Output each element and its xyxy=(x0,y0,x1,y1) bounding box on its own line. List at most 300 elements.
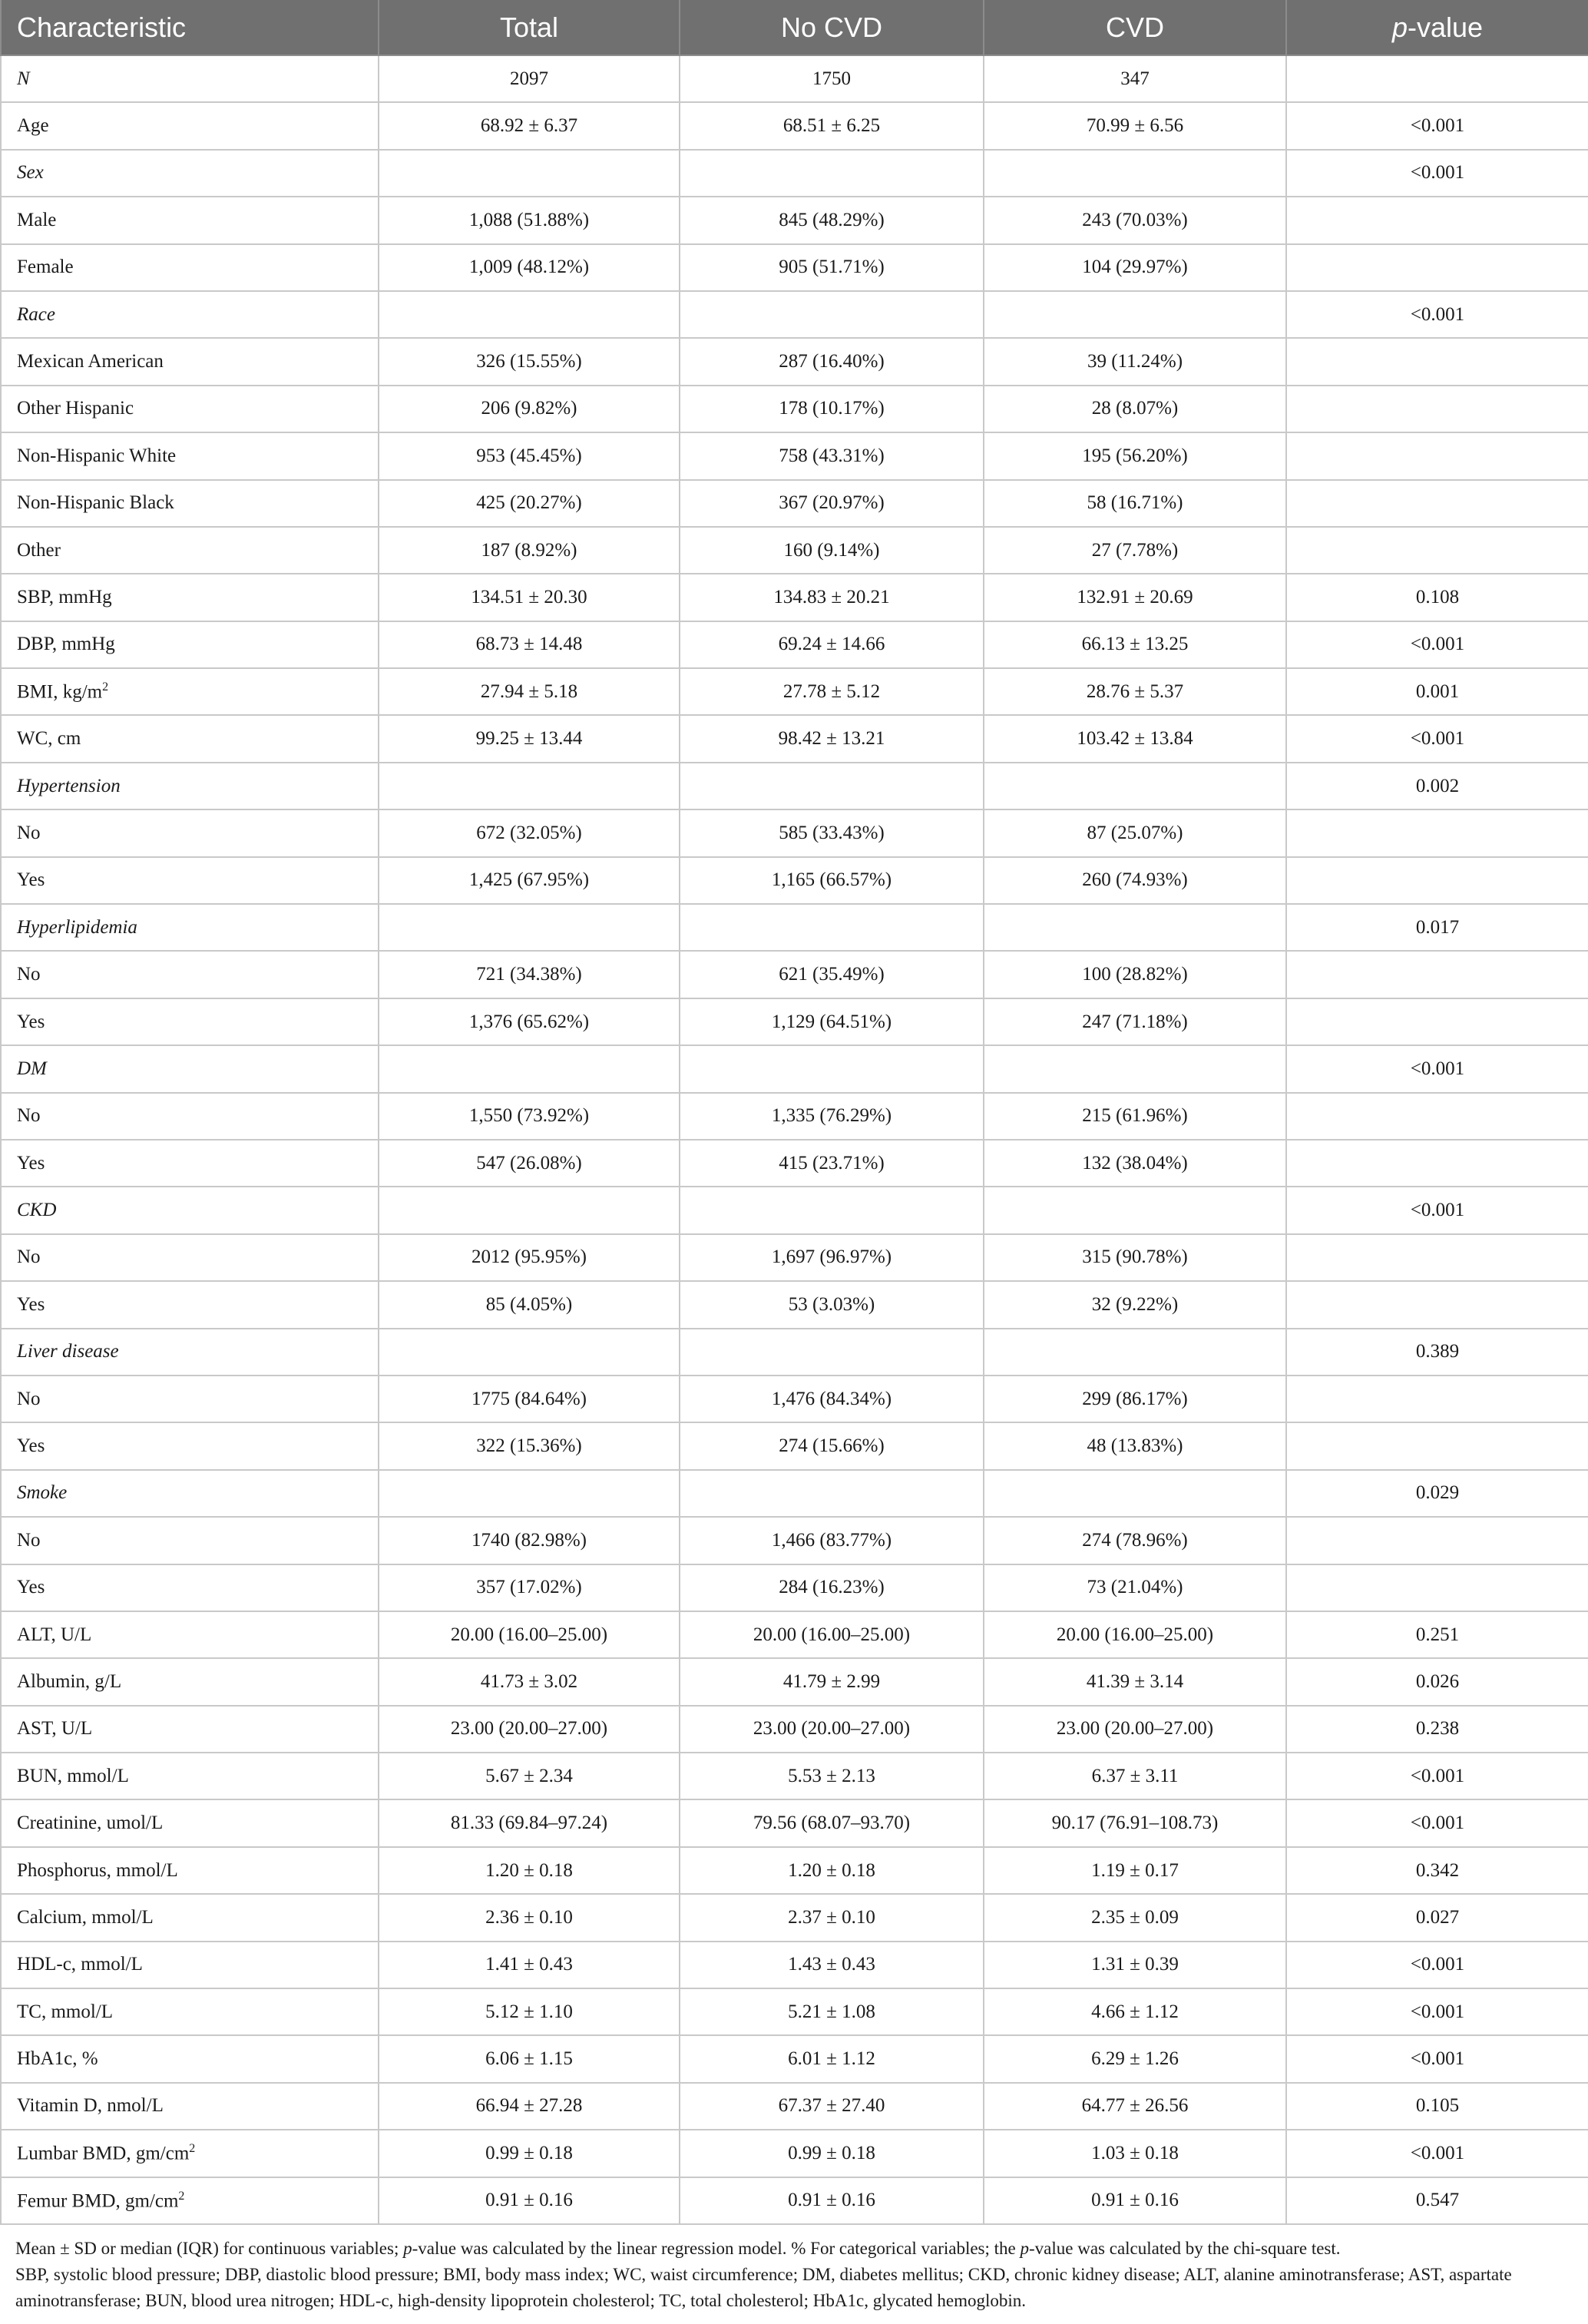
table-row xyxy=(1,1753,1588,1799)
cell-no-cvd: 41.79 ± 2.99 xyxy=(680,1658,984,1705)
cell-cvd: 132 (38.04%) xyxy=(984,1140,1286,1187)
row-label xyxy=(1,55,379,102)
cell-cvd xyxy=(984,150,1286,197)
cell-no-cvd: 79.56 (68.07–93.70) xyxy=(680,1799,984,1846)
cell-cvd: 6.37 ± 3.11 xyxy=(984,1753,1286,1799)
header-cvd: CVD xyxy=(984,0,1286,55)
cell-cvd: 41.39 ± 3.14 xyxy=(984,1658,1286,1705)
table-row xyxy=(1,2130,1588,2177)
table-row xyxy=(1,1942,1588,1988)
row-label-text: Liver disease xyxy=(17,1341,119,1362)
table-row xyxy=(1,621,1588,668)
cell-no-cvd: 67.37 ± 27.40 xyxy=(680,2083,984,2130)
row-label xyxy=(1,1564,379,1611)
row-label-superscript: 2 xyxy=(178,2189,185,2203)
row-label xyxy=(1,1517,379,1564)
cell-cvd: 215 (61.96%) xyxy=(984,1093,1286,1140)
cell-total: 68.92 ± 6.37 xyxy=(379,102,680,149)
cell-p-value: <0.001 xyxy=(1286,1988,1588,2035)
header-no-cvd: No CVD xyxy=(680,0,984,55)
cell-total: 134.51 ± 20.30 xyxy=(379,574,680,621)
cell-p-value: <0.001 xyxy=(1286,1045,1588,1092)
footnote-text: Mean ± SD or median (IQR) for continuous variables; xyxy=(15,2238,404,2258)
cell-cvd: 23.00 (20.00–27.00) xyxy=(984,1706,1286,1753)
cell-total: 0.99 ± 0.18 xyxy=(379,2130,680,2177)
cell-cvd: 39 (11.24%) xyxy=(984,338,1286,385)
table-body xyxy=(1,55,1588,2224)
table-row xyxy=(1,809,1588,856)
cell-cvd: 315 (90.78%) xyxy=(984,1234,1286,1281)
cell-total: 6.06 ± 1.15 xyxy=(379,2035,680,2082)
cell-cvd: 195 (56.20%) xyxy=(984,432,1286,479)
cell-total: 357 (17.02%) xyxy=(379,1564,680,1611)
row-label xyxy=(1,338,379,385)
row-label xyxy=(1,857,379,904)
row-label xyxy=(1,1988,379,2035)
row-label xyxy=(1,480,379,527)
cell-cvd: 347 xyxy=(984,55,1286,102)
cell-cvd: 299 (86.17%) xyxy=(984,1376,1286,1422)
table-row xyxy=(1,951,1588,998)
cell-no-cvd xyxy=(680,1187,984,1233)
row-label xyxy=(1,1187,379,1233)
cell-cvd: 260 (74.93%) xyxy=(984,857,1286,904)
row-label-text: Lumbar BMD, gm/cm xyxy=(17,2143,190,2164)
row-label xyxy=(1,102,379,149)
cell-p-value xyxy=(1286,527,1588,574)
cell-total xyxy=(379,1329,680,1376)
row-label xyxy=(1,386,379,432)
cell-p-value xyxy=(1286,432,1588,479)
cell-cvd xyxy=(984,1470,1286,1517)
cell-cvd: 70.99 ± 6.56 xyxy=(984,102,1286,149)
cell-no-cvd: 98.42 ± 13.21 xyxy=(680,715,984,762)
row-label-text: Yes xyxy=(17,1435,45,1457)
cell-p-value xyxy=(1286,197,1588,243)
cell-no-cvd: 1750 xyxy=(680,55,984,102)
footnote-p-italic: p xyxy=(403,2238,412,2258)
cell-p-value: <0.001 xyxy=(1286,1753,1588,1799)
cell-total: 20.00 (16.00–25.00) xyxy=(379,1611,680,1658)
cell-p-value xyxy=(1286,244,1588,291)
row-label xyxy=(1,904,379,951)
cell-no-cvd: 1.20 ± 0.18 xyxy=(680,1847,984,1894)
cell-total: 1,009 (48.12%) xyxy=(379,244,680,291)
cell-p-value: 0.547 xyxy=(1286,2177,1588,2224)
cell-p-value: 0.105 xyxy=(1286,2083,1588,2130)
row-label xyxy=(1,1706,379,1753)
cell-total: 68.73 ± 14.48 xyxy=(379,621,680,668)
cell-total: 206 (9.82%) xyxy=(379,386,680,432)
cell-no-cvd: 6.01 ± 1.12 xyxy=(680,2035,984,2082)
row-label-text: No xyxy=(17,1388,41,1409)
cell-total: 2.36 ± 0.10 xyxy=(379,1894,680,1941)
cell-cvd: 66.13 ± 13.25 xyxy=(984,621,1286,668)
table-row xyxy=(1,1706,1588,1753)
header-p-rest: -value xyxy=(1407,11,1484,43)
cell-no-cvd: 1,476 (84.34%) xyxy=(680,1376,984,1422)
row-label-text: Non-Hispanic Black xyxy=(17,492,174,514)
table-row xyxy=(1,2035,1588,2082)
cell-p-value xyxy=(1286,55,1588,102)
row-label xyxy=(1,2083,379,2130)
cell-p-value xyxy=(1286,386,1588,432)
table-row xyxy=(1,904,1588,951)
cell-p-value: 0.027 xyxy=(1286,1894,1588,1941)
table-row xyxy=(1,1847,1588,1894)
cell-cvd: 0.91 ± 0.16 xyxy=(984,2177,1286,2224)
cell-cvd: 90.17 (76.91–108.73) xyxy=(984,1799,1286,1846)
cell-no-cvd: 53 (3.03%) xyxy=(680,1281,984,1328)
row-label-text: BMI, kg/m xyxy=(17,681,103,703)
table-row xyxy=(1,432,1588,479)
row-label-text: HDL-c, mmol/L xyxy=(17,1954,143,1975)
row-label-text: Male xyxy=(17,209,57,230)
row-label-text: Hyperlipidemia xyxy=(17,916,137,938)
row-label xyxy=(1,1658,379,1705)
cell-cvd: 58 (16.71%) xyxy=(984,480,1286,527)
cell-no-cvd: 27.78 ± 5.12 xyxy=(680,668,984,715)
row-label xyxy=(1,1894,379,1941)
cell-total: 85 (4.05%) xyxy=(379,1281,680,1328)
cell-p-value: <0.001 xyxy=(1286,150,1588,197)
row-label xyxy=(1,951,379,998)
table-row xyxy=(1,1187,1588,1233)
cell-total xyxy=(379,1187,680,1233)
row-label-text: Yes xyxy=(17,1011,45,1032)
cell-cvd: 20.00 (16.00–25.00) xyxy=(984,1611,1286,1658)
cell-no-cvd: 284 (16.23%) xyxy=(680,1564,984,1611)
table-row xyxy=(1,386,1588,432)
cell-total: 953 (45.45%) xyxy=(379,432,680,479)
cell-total: 5.67 ± 2.34 xyxy=(379,1753,680,1799)
row-label-text: Non-Hispanic White xyxy=(17,445,177,466)
cell-cvd xyxy=(984,763,1286,809)
cell-p-value xyxy=(1286,951,1588,998)
table-row xyxy=(1,244,1588,291)
row-label-text: Yes xyxy=(17,869,45,891)
cell-p-value: 0.002 xyxy=(1286,763,1588,809)
cell-no-cvd: 2.37 ± 0.10 xyxy=(680,1894,984,1941)
row-label-text: No xyxy=(17,1105,41,1127)
cell-cvd xyxy=(984,291,1286,338)
cell-cvd: 4.66 ± 1.12 xyxy=(984,1988,1286,2035)
cell-total: 721 (34.38%) xyxy=(379,951,680,998)
cell-no-cvd: 160 (9.14%) xyxy=(680,527,984,574)
cell-cvd: 87 (25.07%) xyxy=(984,809,1286,856)
table-row xyxy=(1,1422,1588,1469)
row-label xyxy=(1,1470,379,1517)
footnote-text: -value was calculated by the linear regression model. % For categorical variables; the xyxy=(412,2238,1021,2258)
row-label-text: BUN, mmol/L xyxy=(17,1765,129,1786)
cell-total: 99.25 ± 13.44 xyxy=(379,715,680,762)
table-footnotes xyxy=(0,2225,1588,2314)
cell-p-value xyxy=(1286,1093,1588,1140)
cell-cvd: 64.77 ± 26.56 xyxy=(984,2083,1286,2130)
cell-p-value: <0.001 xyxy=(1286,1942,1588,1988)
cell-no-cvd: 415 (23.71%) xyxy=(680,1140,984,1187)
cell-p-value xyxy=(1286,1140,1588,1187)
cell-p-value: 0.029 xyxy=(1286,1470,1588,1517)
cell-p-value: <0.001 xyxy=(1286,2130,1588,2177)
cell-total xyxy=(379,150,680,197)
row-label xyxy=(1,1422,379,1469)
cell-total xyxy=(379,904,680,951)
cell-total: 1740 (82.98%) xyxy=(379,1517,680,1564)
table-row xyxy=(1,1470,1588,1517)
table-row xyxy=(1,1894,1588,1941)
cell-cvd: 28 (8.07%) xyxy=(984,386,1286,432)
cell-total: 1.20 ± 0.18 xyxy=(379,1847,680,1894)
cell-p-value xyxy=(1286,1281,1588,1328)
row-label xyxy=(1,668,379,715)
header-characteristic: Characteristic xyxy=(1,0,379,55)
row-label xyxy=(1,1234,379,1281)
table-row xyxy=(1,527,1588,574)
cell-p-value xyxy=(1286,1376,1588,1422)
row-label-text: Hypertension xyxy=(17,775,121,796)
row-label-text: Albumin, g/L xyxy=(17,1670,122,1692)
cell-cvd: 132.91 ± 20.69 xyxy=(984,574,1286,621)
cell-no-cvd: 1,129 (64.51%) xyxy=(680,998,984,1045)
cell-total: 81.33 (69.84–97.24) xyxy=(379,1799,680,1846)
cell-p-value xyxy=(1286,1517,1588,1564)
cell-cvd: 274 (78.96%) xyxy=(984,1517,1286,1564)
row-label xyxy=(1,2130,379,2177)
table-row xyxy=(1,55,1588,102)
cell-cvd: 1.03 ± 0.18 xyxy=(984,2130,1286,2177)
cell-no-cvd: 905 (51.71%) xyxy=(680,244,984,291)
cell-no-cvd xyxy=(680,904,984,951)
cell-no-cvd: 1,697 (96.97%) xyxy=(680,1234,984,1281)
cell-no-cvd: 68.51 ± 6.25 xyxy=(680,102,984,149)
header-total: Total xyxy=(379,0,680,55)
row-label xyxy=(1,809,379,856)
cell-no-cvd xyxy=(680,763,984,809)
cell-no-cvd: 274 (15.66%) xyxy=(680,1422,984,1469)
cell-no-cvd: 178 (10.17%) xyxy=(680,386,984,432)
header-row xyxy=(1,0,1588,55)
table-row xyxy=(1,1611,1588,1658)
row-label-superscript: 2 xyxy=(189,2142,196,2156)
row-label-text: No xyxy=(17,822,41,843)
cell-cvd: 243 (70.03%) xyxy=(984,197,1286,243)
row-label-text: Age xyxy=(17,115,49,137)
row-label xyxy=(1,1753,379,1799)
cell-total: 672 (32.05%) xyxy=(379,809,680,856)
cell-no-cvd: 5.21 ± 1.08 xyxy=(680,1988,984,2035)
cell-cvd xyxy=(984,1045,1286,1092)
table-row xyxy=(1,1658,1588,1705)
table-row xyxy=(1,763,1588,809)
table-row xyxy=(1,2083,1588,2130)
cell-no-cvd xyxy=(680,291,984,338)
cell-no-cvd: 287 (16.40%) xyxy=(680,338,984,385)
cell-p-value: 0.026 xyxy=(1286,1658,1588,1705)
cell-total xyxy=(379,1045,680,1092)
cell-no-cvd: 20.00 (16.00–25.00) xyxy=(680,1611,984,1658)
cell-no-cvd: 367 (20.97%) xyxy=(680,480,984,527)
cell-cvd xyxy=(984,1329,1286,1376)
table-row xyxy=(1,1376,1588,1422)
cell-no-cvd xyxy=(680,1470,984,1517)
table-row xyxy=(1,998,1588,1045)
row-label-text: Yes xyxy=(17,1293,45,1315)
row-label-text: SBP, mmHg xyxy=(17,586,112,607)
row-label xyxy=(1,1329,379,1376)
row-label xyxy=(1,2035,379,2082)
cell-no-cvd: 69.24 ± 14.66 xyxy=(680,621,984,668)
cell-no-cvd: 1,335 (76.29%) xyxy=(680,1093,984,1140)
header-p-value xyxy=(1286,0,1588,55)
cell-cvd: 1.19 ± 0.17 xyxy=(984,1847,1286,1894)
row-label-text: N xyxy=(17,68,30,89)
cell-no-cvd: 758 (43.31%) xyxy=(680,432,984,479)
table-row xyxy=(1,102,1588,149)
cell-cvd: 100 (28.82%) xyxy=(984,951,1286,998)
cell-cvd: 6.29 ± 1.26 xyxy=(984,2035,1286,2082)
cell-total: 0.91 ± 0.16 xyxy=(379,2177,680,2224)
footnote-text: -value was calculated by the chi-square test. xyxy=(1029,2238,1341,2258)
cell-p-value: <0.001 xyxy=(1286,2035,1588,2082)
table-row xyxy=(1,668,1588,715)
cell-cvd: 104 (29.97%) xyxy=(984,244,1286,291)
row-label-text: CKD xyxy=(17,1200,57,1221)
cell-total: 1,425 (67.95%) xyxy=(379,857,680,904)
table-row xyxy=(1,1329,1588,1376)
row-label-superscript: 2 xyxy=(102,680,109,694)
row-label-text: DBP, mmHg xyxy=(17,634,115,655)
cell-no-cvd xyxy=(680,1045,984,1092)
cell-p-value: <0.001 xyxy=(1286,102,1588,149)
cell-cvd: 48 (13.83%) xyxy=(984,1422,1286,1469)
row-label-text: DM xyxy=(17,1058,47,1079)
cell-cvd xyxy=(984,1187,1286,1233)
cell-p-value xyxy=(1286,857,1588,904)
table-row xyxy=(1,857,1588,904)
table-row xyxy=(1,1281,1588,1328)
cell-p-value xyxy=(1286,1234,1588,1281)
cell-p-value xyxy=(1286,480,1588,527)
cell-total: 5.12 ± 1.10 xyxy=(379,1988,680,2035)
cell-p-value: 0.251 xyxy=(1286,1611,1588,1658)
row-label-text: Mexican American xyxy=(17,351,164,372)
cell-p-value: 0.238 xyxy=(1286,1706,1588,1753)
cell-total: 326 (15.55%) xyxy=(379,338,680,385)
table-row xyxy=(1,197,1588,243)
table-row xyxy=(1,291,1588,338)
table-row xyxy=(1,1234,1588,1281)
footnote-methods xyxy=(15,2236,1573,2262)
cell-no-cvd: 5.53 ± 2.13 xyxy=(680,1753,984,1799)
row-label-text: Creatinine, umol/L xyxy=(17,1813,164,1834)
cell-no-cvd: 1.43 ± 0.43 xyxy=(680,1942,984,1988)
row-label-text: WC, cm xyxy=(17,728,81,750)
table-row xyxy=(1,480,1588,527)
table-row xyxy=(1,1517,1588,1564)
row-label-text: HbA1c, % xyxy=(17,2048,98,2070)
table-row xyxy=(1,150,1588,197)
row-label xyxy=(1,998,379,1045)
cell-total: 1775 (84.64%) xyxy=(379,1376,680,1422)
row-label-text: Female xyxy=(17,257,74,278)
cell-cvd: 28.76 ± 5.37 xyxy=(984,668,1286,715)
row-label-text: Yes xyxy=(17,1577,45,1598)
cell-p-value: <0.001 xyxy=(1286,1799,1588,1846)
cell-p-value xyxy=(1286,338,1588,385)
cell-total: 23.00 (20.00–27.00) xyxy=(379,1706,680,1753)
cell-no-cvd: 134.83 ± 20.21 xyxy=(680,574,984,621)
table-row xyxy=(1,2177,1588,2224)
table-row xyxy=(1,1140,1588,1187)
cell-p-value: <0.001 xyxy=(1286,621,1588,668)
cell-p-value: 0.001 xyxy=(1286,668,1588,715)
footnote-p-italic: p xyxy=(1020,2238,1029,2258)
cell-p-value xyxy=(1286,998,1588,1045)
cell-cvd: 73 (21.04%) xyxy=(984,1564,1286,1611)
cell-no-cvd xyxy=(680,1329,984,1376)
cell-total: 1,376 (65.62%) xyxy=(379,998,680,1045)
row-label xyxy=(1,1847,379,1894)
row-label xyxy=(1,2177,379,2224)
cell-cvd: 247 (71.18%) xyxy=(984,998,1286,1045)
row-label xyxy=(1,763,379,809)
row-label-text: Sex xyxy=(17,162,44,184)
row-label xyxy=(1,291,379,338)
row-label-text: Femur BMD, gm/cm xyxy=(17,2190,179,2211)
table-row xyxy=(1,715,1588,762)
table-row xyxy=(1,1564,1588,1611)
cell-total: 187 (8.92%) xyxy=(379,527,680,574)
row-label-text: Phosphorus, mmol/L xyxy=(17,1859,178,1881)
cell-no-cvd: 585 (33.43%) xyxy=(680,809,984,856)
table-row xyxy=(1,338,1588,385)
row-label xyxy=(1,197,379,243)
cell-total: 41.73 ± 3.02 xyxy=(379,1658,680,1705)
row-label xyxy=(1,150,379,197)
cell-no-cvd: 23.00 (20.00–27.00) xyxy=(680,1706,984,1753)
row-label-text: Vitamin D, nmol/L xyxy=(17,2095,164,2117)
cell-total: 1,088 (51.88%) xyxy=(379,197,680,243)
row-label xyxy=(1,432,379,479)
cell-p-value: <0.001 xyxy=(1286,291,1588,338)
cell-p-value: <0.001 xyxy=(1286,1187,1588,1233)
cell-total: 1.41 ± 0.43 xyxy=(379,1942,680,1988)
row-label-text: ALT, U/L xyxy=(17,1624,92,1645)
row-label xyxy=(1,715,379,762)
cell-no-cvd: 1,466 (83.77%) xyxy=(680,1517,984,1564)
cell-no-cvd: 845 (48.29%) xyxy=(680,197,984,243)
cell-cvd: 27 (7.78%) xyxy=(984,527,1286,574)
cell-total: 425 (20.27%) xyxy=(379,480,680,527)
row-label-text: No xyxy=(17,1529,41,1551)
cell-p-value: 0.342 xyxy=(1286,1847,1588,1894)
row-label-text: AST, U/L xyxy=(17,1718,93,1740)
row-label xyxy=(1,244,379,291)
row-label-text: Race xyxy=(17,303,55,325)
cell-total: 66.94 ± 27.28 xyxy=(379,2083,680,2130)
cell-no-cvd: 1,165 (66.57%) xyxy=(680,857,984,904)
row-label-text: No xyxy=(17,1246,41,1268)
row-label xyxy=(1,1942,379,1988)
cell-cvd: 32 (9.22%) xyxy=(984,1281,1286,1328)
cell-p-value xyxy=(1286,1564,1588,1611)
table-row xyxy=(1,1093,1588,1140)
row-label xyxy=(1,1611,379,1658)
row-label xyxy=(1,621,379,668)
table-row xyxy=(1,1988,1588,2035)
row-label xyxy=(1,1376,379,1422)
